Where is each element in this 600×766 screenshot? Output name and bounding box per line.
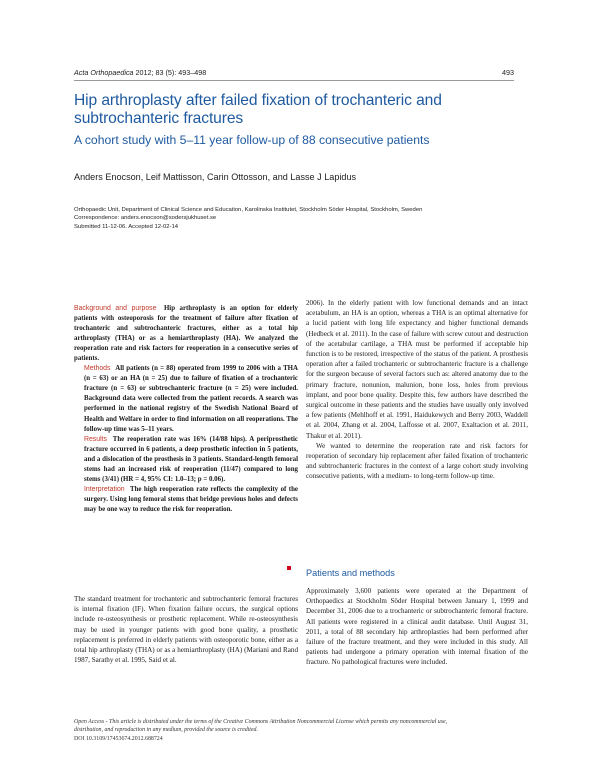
abstract-background	[74, 304, 298, 364]
correspondence: Correspondence: anders.enocson@sodersjukhuset.se	[74, 215, 217, 222]
abstract-background-text: Hip arthroplasty is an option for elderly patients with osteoporosis for the treatment of failure after fixation of trochanteric and subtrochanteric fractures, either as a total hip arthroplasty (THA) or as a hemiarthroplasty (HA). We analyzed the reoperation rate and risk factors for reoperation in a consecutive series of patients.	[74, 305, 298, 363]
license-footer	[74, 718, 530, 743]
article-title: Hip arthroplasty after failed fixation of trochanteric and subtrochanteric fractures	[74, 92, 442, 127]
intro-paragraph: The standard treatment for trochanteric and subtrochanteric femoral fractures is internal fixation (IF). When fixation failure occurs, the surgical options include re-osteosynthesis or prosthetic replacement. While re-osteosynthesis may be used in younger patients with good bone quality, a prosthetic replacement is preferred in elderly patients with osteoporotic bone, either as a total hip arthroplasty (THA) or as a hemiarthroplasty (HA) (Mariani and Rand 1987, Sarathy et al. 1995, Said et al.	[74, 595, 298, 665]
abstract-interpretation-text: The high reoperation rate reflects the complexity of the surgery. Using long femoral stems that bridge previous holes and defects may be one way to reduce the risk for reoperation.	[84, 485, 298, 513]
doi: DOI 10.3109/17453674.2012.688724	[74, 735, 163, 742]
page-number: 493	[502, 68, 514, 77]
affiliation-block	[74, 206, 514, 231]
end-of-abstract-marker	[287, 566, 291, 570]
license-line: Open Access - This article is distributed under the terms of the Creative Commons Attribution Noncommercial License which permits any noncommercial use,	[74, 719, 448, 725]
running-header	[74, 68, 514, 80]
right-column-intro	[306, 298, 528, 482]
abstract-interpretation-heading: Interpretation	[84, 485, 125, 493]
section-heading-patients-methods: Patients and methods	[306, 568, 395, 578]
abstract-methods	[74, 364, 298, 434]
header-rule	[74, 80, 514, 81]
methods-paragraph: Approximately 3,600 patients were operated at the Department of Orthopaedics at Stockholm Söder Hospital between January 1, 1999 and December 31, 2006 due to a trochanteric or subtrochanteric femoral fracture. All patients were registered in a clinical audit database. Until August 31, 2011, a total of 88 secondary hip arthroplasties had been performed after failure of the fracture treatment, and they were included in this study. All patients had undergone a primary operation with internal fixation of the fracture. No pathological fractures were included.	[306, 587, 528, 667]
abstract-results-text: The reoperation rate was 16% (14/88 hips). A periprosthetic fracture occurred in 6 patients, a deep prosthetic infection in 5 patients, and a dislocation of the prosthesis in 3 patients. Standard-length femoral stems had an increased risk of reoperation (11/47) compared to long stems (3/41) (HR = 4, 95% CI: 1.0–13; p = 0.06).	[84, 435, 298, 483]
author-list: Anders Enocson, Leif Mattisson, Carin Ottosson, and Lasse J Lapidus	[74, 172, 357, 182]
article-subtitle: A cohort study with 5–11 year follow-up of 88 consecutive patients	[74, 133, 430, 147]
abstract-background-heading: Background and purpose	[74, 305, 157, 312]
abstract-results	[74, 435, 298, 485]
affiliation: Orthopaedic Unit, Department of Clinical Science and Education, Karolinska Institutet, Stockholm Söder Hospital, Stockholm, Sweden	[74, 207, 423, 213]
aim-paragraph: We wanted to determine the reoperation rate and risk factors for reoperation of secondary hip replacement after failed fixation of trochanteric and subtrochanteric fractures in the context of a large cohort study involving consecutive patients, with a medium- to long-term follow-up time.	[306, 441, 528, 481]
intro-paragraph-continued: 2006). In the elderly patient with low functional demands and an intact acetabulum, an HA is an option, whereas a THA is an optimal alternative for a lucid patient with long life expectancy and higher functional demands (Hedbeck et al. 2011). In the case of failure with screw cutout and destruction of the acetabular cartilage, a THA must be performed if acceptable hip function is to be restored, irrespective of the status of the patient. A prosthesis operation after a failed trochanteric or subtrochanteric fracture is a challenge for the surgeon because of several factors such as: altered anatomy due to the primary fracture, nonunion, malunion, bone loss, holes from previous implant, and poor bone quality. Despite this, few authors have described the surgical outcome in these patients and the studies have usually only involved a few patients (Mehlhoff et al. 1991, Haidukewych and Berry 2003, Waddell et al. 2004, Zhang et al. 2004, Laffosse et al. 2007, Exaltacion et al. 2011, Thakur et al. 2011).	[306, 299, 528, 440]
license-line: distribution, and reproduction in any medium, provided the source is credited.	[74, 727, 258, 734]
abstract-methods-text: All patients (n = 88) operated from 1999 to 2006 with a THA (n = 63) or an HA (n = 25) due to failure of fixation of a trochanteric fracture (n = 63) or subtrochanteric fracture (n = 25) were included. Background data were collected from the patient records. A search was performed in the national registry of the Swedish National Board of Health and Welfare in order to find information on all reoperations. The follow-up time was 5–11 years.	[84, 365, 298, 433]
submission-dates: Submitted 11-12-06. Accepted 12-02-14	[74, 223, 179, 230]
journal-citation: 2012; 83 (5): 493–498	[135, 68, 207, 77]
abstract	[74, 304, 298, 515]
abstract-results-heading: Results	[84, 435, 107, 443]
abstract-interpretation	[74, 485, 298, 515]
journal-name: Acta Orthopaedica	[74, 68, 134, 77]
abstract-methods-heading: Methods	[84, 365, 111, 373]
